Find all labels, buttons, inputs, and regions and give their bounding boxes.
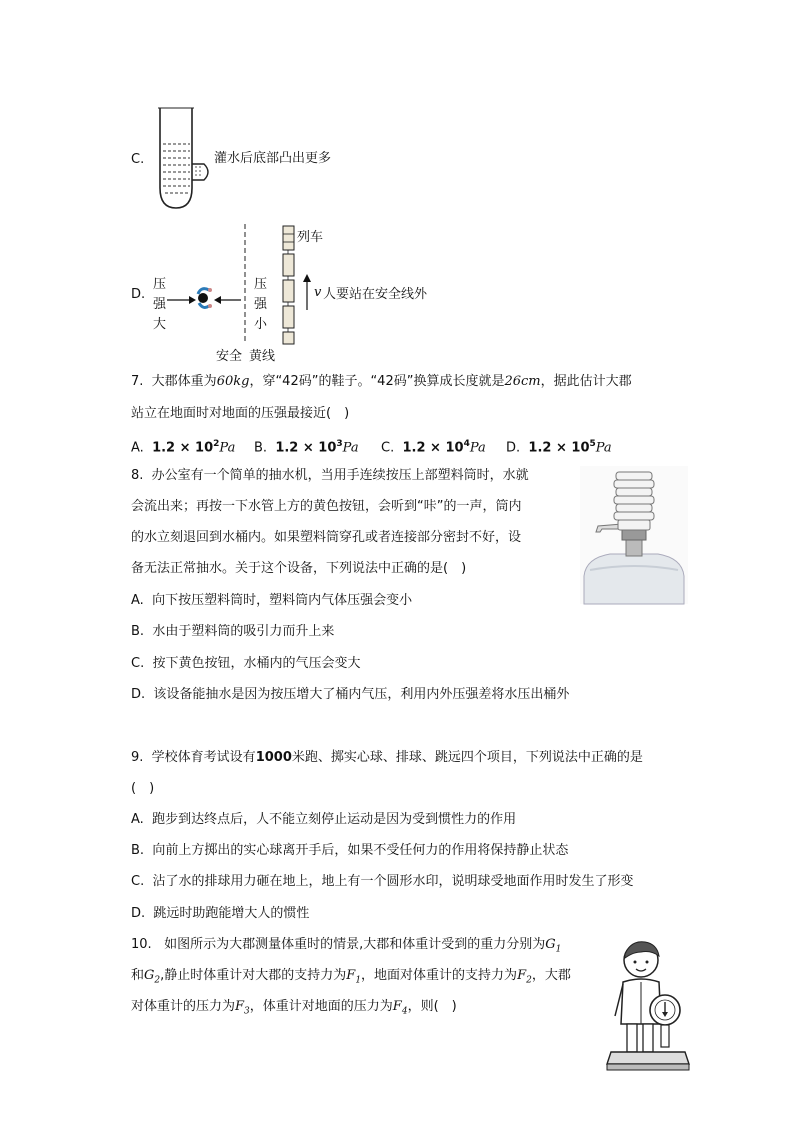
q10-line-2: 和$G_2$,静止时体重计对大郡的支持力为$F_1$，地面对体重计的支持力为$F_2$，大郡: [131, 968, 571, 986]
q9-option-a: A. 跑步到达终点后，人不能立刻停止运动是因为受到惯性力的作用: [131, 812, 517, 827]
q9-number: 9.: [131, 750, 144, 765]
tube-figure: [150, 106, 220, 214]
q7-length: 26cm: [504, 374, 541, 389]
safety-label: 安全: [216, 349, 243, 364]
q8-number: 8.: [131, 468, 144, 483]
q7-line-2: 站立在地面时对地面的压强最接近( ): [131, 406, 350, 421]
q10-line-3: 对体重计的压力为$F_3$，体重计对地面的压力为$F_4$，则( ): [131, 999, 457, 1017]
q8-option-a: A. 向下按压塑料筒时，塑料筒内气体压强会变小: [131, 593, 413, 608]
q10-number: 10.: [131, 937, 152, 952]
boy-on-scale-image: [605, 936, 691, 1072]
q10-line-1: 10. 如图所示为大郡测量体重时的情景,大郡和体重计受到的重力分别为$G_1$: [131, 937, 562, 955]
high-pressure-char-1: 压: [153, 277, 167, 292]
q8-line-4: 备无法正常抽水。关于这个设备，下列说法中正确的是( ): [131, 561, 467, 576]
q7-mass: 60kg: [216, 374, 250, 389]
yellow-line-label: 黄线: [249, 349, 276, 364]
q8-option-c: C. 按下黄色按钮，水桶内的气压会变大: [131, 656, 361, 671]
q8-option-b: B. 水由于塑料筒的吸引力而升上来: [131, 624, 335, 639]
option-d-letter: D.: [131, 287, 146, 302]
low-pressure-char-1: 压: [254, 277, 268, 292]
low-pressure-char-2: 强: [254, 297, 268, 312]
stand-outside-warning: 人要站在安全线外: [323, 287, 428, 302]
velocity-arrow: [302, 274, 312, 312]
q8-line-1: 8. 办公室有一个简单的抽水机，当用手连续按压上部塑料筒时，水就: [131, 468, 529, 483]
q7-option-c: C. $1.2 \times 10^4Pa$: [381, 439, 486, 456]
q7-option-b: B. $1.2 \times 10^3Pa$: [254, 439, 359, 456]
option-c-caption: 灌水后底部凸出更多: [214, 151, 332, 166]
safety-yellow-line: [243, 224, 247, 348]
q9-line-2: ( ): [131, 781, 155, 796]
q9-option-d: D. 跳远时助跑能增大人的惯性: [131, 906, 310, 921]
q9-option-c: C. 沾了水的排球用力砸在地上，地上有一个圆形水印，说明球受地面作用时发生了形变: [131, 874, 634, 889]
train-label: 列车: [297, 230, 324, 245]
q9-line-1: 9. 学校体育考试设有1000米跑、掷实心球、排球、跳远四个项目，下列说法中正确的是: [131, 750, 643, 765]
q9-option-b: B. 向前上方掷出的实心球离开手后，如果不受任何力的作用将保持静止状态: [131, 843, 569, 858]
train-figure: [280, 224, 298, 346]
option-c-letter: C.: [131, 152, 145, 167]
q7-line-1: 7. 大郡体重为60kg，穿“42码”的鞋子。“42码”换算成长度就是26cm，据此估计大郡: [131, 374, 632, 389]
q7-option-a: A. $1.2 \times 10^2Pa$: [131, 439, 236, 456]
high-pressure-char-2: 强: [153, 297, 167, 312]
q8-line-3: 的水立刻退回到水桶内。如果塑料筒穿孔或者连接部分密封不好，设: [131, 530, 522, 545]
water-pump-image: [580, 466, 688, 604]
q8-option-d: D. 该设备能抽水是因为按压增大了桶内气压，利用内外压强差将水压出桶外: [131, 687, 570, 702]
high-pressure-char-3: 大: [153, 317, 167, 332]
velocity-symbol: v: [314, 285, 322, 300]
q7-option-d: D. $1.2 \times 10^5Pa$: [506, 439, 612, 456]
q7-number: 7.: [131, 374, 144, 389]
low-pressure-char-3: 小: [254, 317, 268, 332]
q8-line-2: 会流出来；再按一下水管上方的黄色按钮，会听到“咔”的一声，筒内: [131, 499, 522, 514]
person-pressure-figure: [165, 282, 245, 312]
